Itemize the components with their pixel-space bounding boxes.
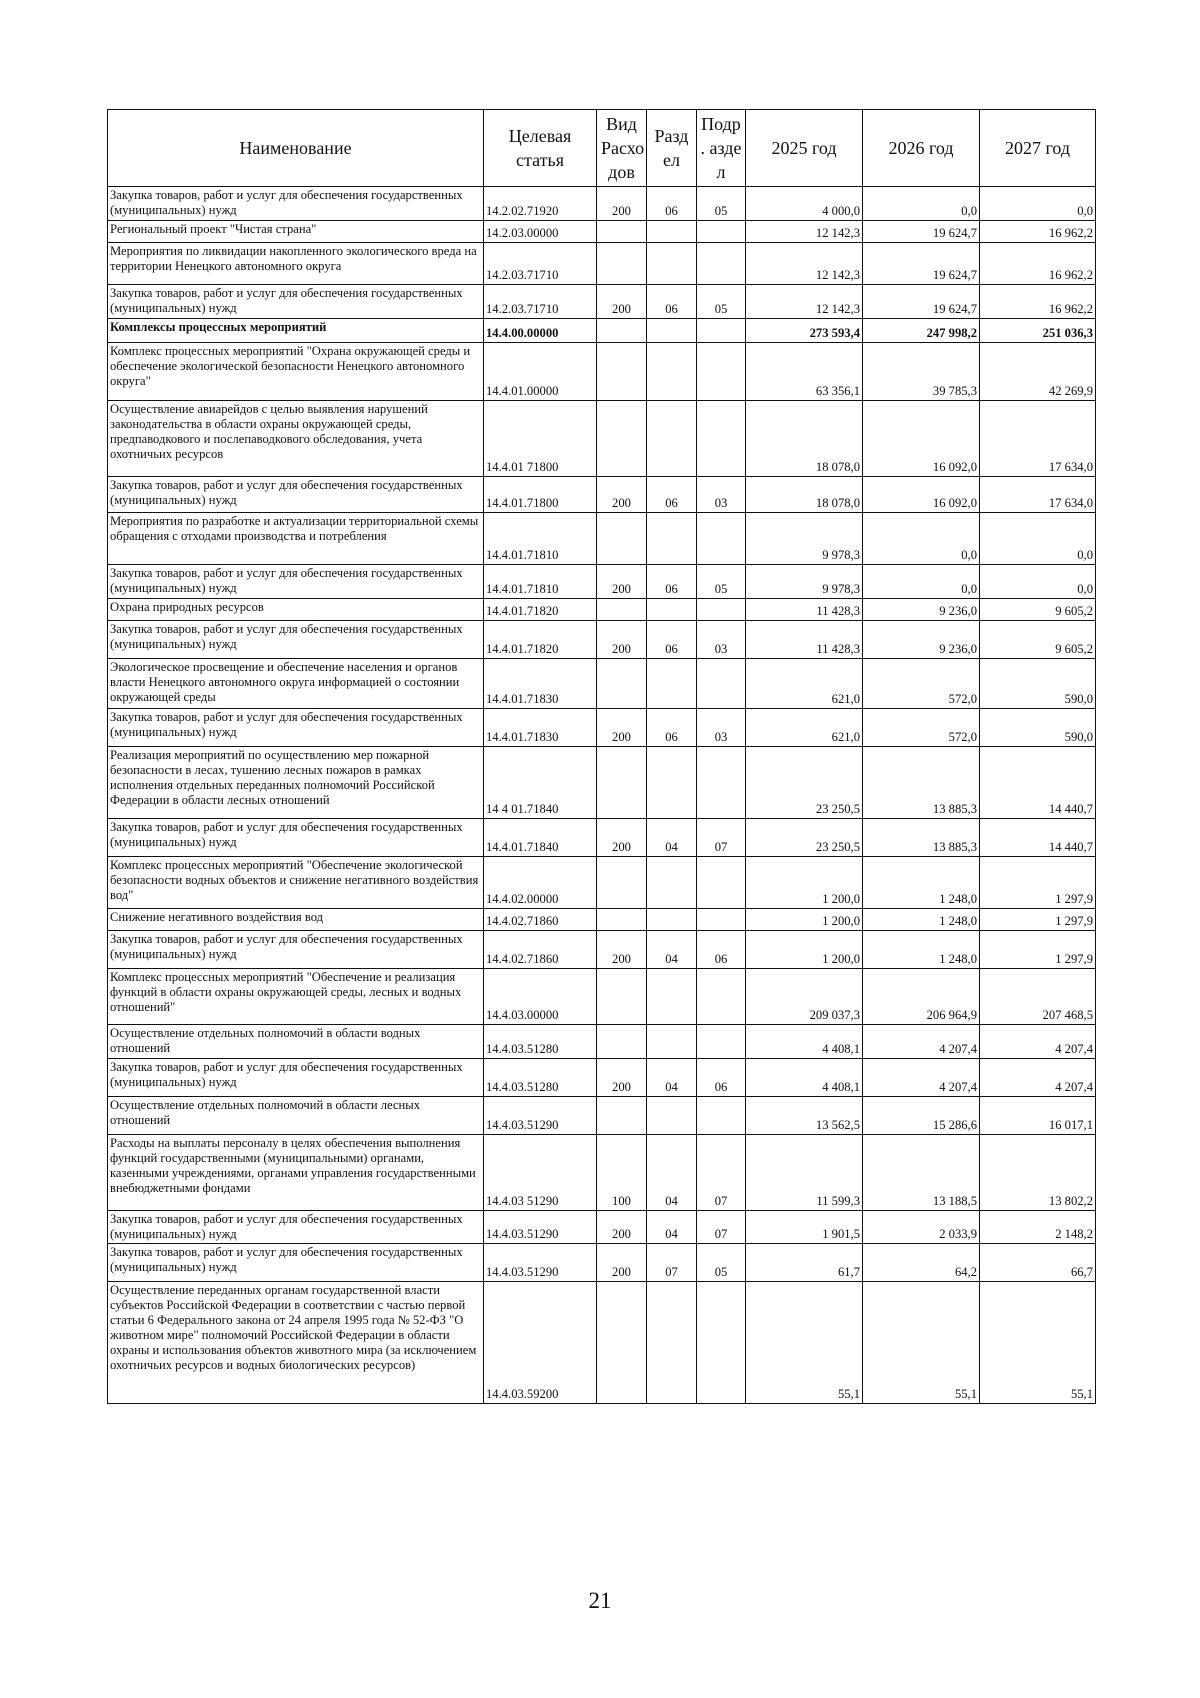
table-row: [108, 1244, 1096, 1282]
row-subsection: 03: [697, 477, 746, 513]
row-name: Мероприятия по разработке и актуализации территориальной схемы обращения с отходами производства и потребления: [108, 513, 484, 565]
table-row: [108, 221, 1096, 243]
table-row: [108, 319, 1096, 343]
row-subsection: [697, 969, 746, 1025]
row-value-2026: 0,0: [863, 513, 980, 565]
row-section: [647, 909, 697, 931]
row-value-2025: 1 200,0: [746, 857, 863, 909]
row-section: [647, 343, 697, 401]
row-expense-type: 200: [597, 1059, 647, 1097]
row-name: Мероприятия по ликвидации накопленного экологического вреда на территории Ненецкого автономного округа: [108, 243, 484, 285]
row-value-2025: 12 142,3: [746, 221, 863, 243]
row-target-code: 14.4.01.71800: [484, 477, 597, 513]
row-value-2026: 15 286,6: [863, 1097, 980, 1135]
row-name: Осуществление отдельных полномочий в области водных отношений: [108, 1025, 484, 1059]
row-name: Закупка товаров, работ и услуг для обеспечения государственных (муниципальных) нужд: [108, 565, 484, 599]
row-value-2027: 14 440,7: [980, 747, 1096, 819]
row-value-2025: 11 428,3: [746, 621, 863, 659]
table-row: [108, 1097, 1096, 1135]
row-section: 06: [647, 621, 697, 659]
row-value-2027: 0,0: [980, 565, 1096, 599]
row-value-2025: 23 250,5: [746, 819, 863, 857]
row-subsection: 07: [697, 1211, 746, 1244]
row-value-2026: 247 998,2: [863, 319, 980, 343]
row-expense-type: [597, 243, 647, 285]
row-section: 06: [647, 565, 697, 599]
row-value-2025: 12 142,3: [746, 243, 863, 285]
row-expense-type: [597, 1097, 647, 1135]
row-value-2027: 4 207,4: [980, 1059, 1096, 1097]
row-value-2026: 1 248,0: [863, 931, 980, 969]
row-name: Закупка товаров, работ и услуг для обеспечения государственных (муниципальных) нужд: [108, 621, 484, 659]
row-section: 06: [647, 477, 697, 513]
row-expense-type: [597, 343, 647, 401]
row-value-2027: 2 148,2: [980, 1211, 1096, 1244]
row-target-code: 14.4.01 71800: [484, 401, 597, 477]
row-value-2026: 572,0: [863, 709, 980, 747]
row-section: [647, 1282, 697, 1404]
row-section: [647, 969, 697, 1025]
row-value-2025: 18 078,0: [746, 477, 863, 513]
row-value-2027: 66,7: [980, 1244, 1096, 1282]
row-subsection: [697, 243, 746, 285]
budget-table: [107, 109, 1096, 1404]
row-value-2026: 13 188,5: [863, 1135, 980, 1211]
row-subsection: [697, 401, 746, 477]
table-row: [108, 513, 1096, 565]
row-value-2027: 16 017,1: [980, 1097, 1096, 1135]
row-target-code: 14.4.03.59200: [484, 1282, 597, 1404]
row-target-code: 14.2.02.71920: [484, 187, 597, 221]
table-row: [108, 909, 1096, 931]
header-2026: 2026 год: [863, 110, 980, 187]
row-subsection: [697, 1282, 746, 1404]
row-value-2027: 207 468,5: [980, 969, 1096, 1025]
table-row: [108, 857, 1096, 909]
row-value-2026: 13 885,3: [863, 819, 980, 857]
row-value-2027: 9 605,2: [980, 621, 1096, 659]
row-subsection: 03: [697, 709, 746, 747]
row-value-2026: 4 207,4: [863, 1025, 980, 1059]
row-value-2026: 206 964,9: [863, 969, 980, 1025]
row-section: 04: [647, 1059, 697, 1097]
row-expense-type: [597, 319, 647, 343]
row-value-2027: 0,0: [980, 187, 1096, 221]
row-section: [647, 599, 697, 621]
row-value-2027: 16 962,2: [980, 285, 1096, 319]
row-value-2027: 1 297,9: [980, 857, 1096, 909]
row-value-2026: 13 885,3: [863, 747, 980, 819]
row-value-2025: 61,7: [746, 1244, 863, 1282]
row-target-code: 14.4.03.51290: [484, 1244, 597, 1282]
row-subsection: 06: [697, 931, 746, 969]
table-row: [108, 1282, 1096, 1404]
row-name: Комплексы процессных мероприятий: [108, 319, 484, 343]
table-row: [108, 565, 1096, 599]
row-name: Закупка товаров, работ и услуг для обеспечения государственных (муниципальных) нужд: [108, 1059, 484, 1097]
header-target: Целевая статья: [484, 110, 597, 187]
table-row: [108, 285, 1096, 319]
table-row: [108, 401, 1096, 477]
row-target-code: 14.4.01.71830: [484, 709, 597, 747]
row-value-2025: 23 250,5: [746, 747, 863, 819]
row-value-2027: 9 605,2: [980, 599, 1096, 621]
row-name: Осуществление переданных органам государственной власти субъектов Российской Федерации в соответствии с частью первой статьи 6 Федерального закона от 24 апреля 1995 года № 52-ФЗ "О животном мире" полномочий Российской Федерации в области охраны и использования объектов животного мира (за исключением охотничьих ресурсов и водных биологических ресурсов): [108, 1282, 484, 1404]
row-value-2027: 13 802,2: [980, 1135, 1096, 1211]
row-subsection: 05: [697, 285, 746, 319]
table-row: [108, 243, 1096, 285]
row-subsection: [697, 513, 746, 565]
row-name: Комплекс процессных мероприятий "Обеспечение экологической безопасности водных объектов и снижение негативного воздействия вод": [108, 857, 484, 909]
row-expense-type: [597, 969, 647, 1025]
row-value-2025: 9 978,3: [746, 513, 863, 565]
table-row: [108, 709, 1096, 747]
row-value-2027: 17 634,0: [980, 401, 1096, 477]
table-header-row: [108, 110, 1096, 187]
table-row: [108, 343, 1096, 401]
row-subsection: [697, 909, 746, 931]
row-value-2025: 273 593,4: [746, 319, 863, 343]
table-row: [108, 187, 1096, 221]
row-name: Снижение негативного воздействия вод: [108, 909, 484, 931]
row-subsection: [697, 599, 746, 621]
row-value-2026: 9 236,0: [863, 621, 980, 659]
row-target-code: 14.4.03.51290: [484, 1097, 597, 1135]
row-expense-type: [597, 221, 647, 243]
row-target-code: 14.4.00.00000: [484, 319, 597, 343]
header-2025: 2025 год: [746, 110, 863, 187]
row-value-2025: 209 037,3: [746, 969, 863, 1025]
row-target-code: 14.2.03.00000: [484, 221, 597, 243]
row-section: 06: [647, 187, 697, 221]
row-value-2025: 1 901,5: [746, 1211, 863, 1244]
row-value-2027: 4 207,4: [980, 1025, 1096, 1059]
row-name: Закупка товаров, работ и услуг для обеспечения государственных (муниципальных) нужд: [108, 477, 484, 513]
row-name: Закупка товаров, работ и услуг для обеспечения государственных (муниципальных) нужд: [108, 931, 484, 969]
row-subsection: 05: [697, 1244, 746, 1282]
row-value-2027: 55,1: [980, 1282, 1096, 1404]
row-target-code: 14.4.02.71860: [484, 909, 597, 931]
row-value-2027: 251 036,3: [980, 319, 1096, 343]
row-expense-type: [597, 513, 647, 565]
row-target-code: 14.4.02.71860: [484, 931, 597, 969]
row-subsection: [697, 659, 746, 709]
row-section: 04: [647, 819, 697, 857]
table-row: [108, 819, 1096, 857]
row-target-code: 14.4.03 51290: [484, 1135, 597, 1211]
row-value-2027: 590,0: [980, 659, 1096, 709]
row-expense-type: 100: [597, 1135, 647, 1211]
row-value-2025: 621,0: [746, 709, 863, 747]
row-expense-type: [597, 747, 647, 819]
row-value-2027: 16 962,2: [980, 221, 1096, 243]
table-row: [108, 621, 1096, 659]
row-value-2025: 1 200,0: [746, 931, 863, 969]
row-name: Расходы на выплаты персоналу в целях обеспечения выполнения функций государственными (муниципальными) органами, казенными учреждениями, органами управления государственными внебюджетными фондами: [108, 1135, 484, 1211]
row-section: [647, 319, 697, 343]
row-name: Закупка товаров, работ и услуг для обеспечения государственных (муниципальных) нужд: [108, 1244, 484, 1282]
row-target-code: 14.4.01.71820: [484, 621, 597, 659]
row-subsection: 03: [697, 621, 746, 659]
row-name: Закупка товаров, работ и услуг для обеспечения государственных (муниципальных) нужд: [108, 285, 484, 319]
row-value-2025: 11 428,3: [746, 599, 863, 621]
row-target-code: 14.4.01.71830: [484, 659, 597, 709]
row-name: Закупка товаров, работ и услуг для обеспечения государственных (муниципальных) нужд: [108, 187, 484, 221]
row-name: Реализация мероприятий по осуществлению мер пожарной безопасности в лесах, тушению лесных пожаров в рамках исполнения отдельных переданных полномочий Российской Федерации в области лесных отношений: [108, 747, 484, 819]
page-number: 21: [588, 1588, 612, 1613]
row-target-code: 14.4.03.51290: [484, 1211, 597, 1244]
row-target-code: 14.4.01.71840: [484, 819, 597, 857]
row-section: [647, 1025, 697, 1059]
row-expense-type: 200: [597, 1211, 647, 1244]
row-value-2027: 42 269,9: [980, 343, 1096, 401]
table-row: [108, 1059, 1096, 1097]
row-value-2027: 16 962,2: [980, 243, 1096, 285]
row-expense-type: [597, 1282, 647, 1404]
row-value-2025: 12 142,3: [746, 285, 863, 319]
row-subsection: 07: [697, 819, 746, 857]
row-value-2025: 4 000,0: [746, 187, 863, 221]
header-2027: 2027 год: [980, 110, 1096, 187]
row-value-2026: 16 092,0: [863, 401, 980, 477]
row-value-2026: 572,0: [863, 659, 980, 709]
table-row: [108, 659, 1096, 709]
row-name: Комплекс процессных мероприятий "Обеспечение и реализация функций в области охраны окружающей среды, лесных и водных отношений": [108, 969, 484, 1025]
row-value-2026: 0,0: [863, 565, 980, 599]
row-value-2026: 64,2: [863, 1244, 980, 1282]
row-value-2026: 9 236,0: [863, 599, 980, 621]
row-value-2025: 55,1: [746, 1282, 863, 1404]
row-value-2026: 19 624,7: [863, 285, 980, 319]
row-name: Комплекс процессных мероприятий "Охрана окружающей среды и обеспечение экологической безопасности Ненецкого автономного округа": [108, 343, 484, 401]
row-subsection: [697, 221, 746, 243]
row-expense-type: [597, 659, 647, 709]
header-subsection: Подр . азде л: [697, 110, 746, 187]
row-expense-type: 200: [597, 285, 647, 319]
row-value-2026: 0,0: [863, 187, 980, 221]
table-row: [108, 747, 1096, 819]
row-section: 04: [647, 931, 697, 969]
row-value-2027: 0,0: [980, 513, 1096, 565]
row-value-2025: 4 408,1: [746, 1025, 863, 1059]
row-value-2025: 18 078,0: [746, 401, 863, 477]
row-expense-type: [597, 857, 647, 909]
row-section: [647, 747, 697, 819]
row-section: 04: [647, 1135, 697, 1211]
row-value-2027: 1 297,9: [980, 931, 1096, 969]
row-target-code: 14.4.02.00000: [484, 857, 597, 909]
row-value-2025: 4 408,1: [746, 1059, 863, 1097]
row-name: Экологическое просвещение и обеспечение населения и органов власти Ненецкого автономного округа информацией о состоянии окружающей среды: [108, 659, 484, 709]
row-section: [647, 221, 697, 243]
row-name: Закупка товаров, работ и услуг для обеспечения государственных (муниципальных) нужд: [108, 709, 484, 747]
row-value-2026: 1 248,0: [863, 857, 980, 909]
row-expense-type: 200: [597, 187, 647, 221]
row-expense-type: 200: [597, 565, 647, 599]
row-expense-type: 200: [597, 477, 647, 513]
row-value-2026: 4 207,4: [863, 1059, 980, 1097]
row-expense-type: [597, 1025, 647, 1059]
header-name: Наименование: [108, 110, 484, 187]
row-target-code: 14.2.03.71710: [484, 243, 597, 285]
row-value-2026: 39 785,3: [863, 343, 980, 401]
row-subsection: 07: [697, 1135, 746, 1211]
row-name: Закупка товаров, работ и услуг для обеспечения государственных (муниципальных) нужд: [108, 819, 484, 857]
row-subsection: [697, 343, 746, 401]
row-value-2026: 16 092,0: [863, 477, 980, 513]
row-value-2026: 1 248,0: [863, 909, 980, 931]
table-row: [108, 1135, 1096, 1211]
row-section: 07: [647, 1244, 697, 1282]
row-name: Региональный проект "Чистая страна": [108, 221, 484, 243]
row-expense-type: [597, 599, 647, 621]
row-target-code: 14.2.03.71710: [484, 285, 597, 319]
row-section: [647, 857, 697, 909]
row-expense-type: 200: [597, 1244, 647, 1282]
row-target-code: 14.4.03.51280: [484, 1025, 597, 1059]
row-name: Охрана природных ресурсов: [108, 599, 484, 621]
row-subsection: [697, 857, 746, 909]
row-section: [647, 1097, 697, 1135]
row-value-2025: 63 356,1: [746, 343, 863, 401]
table-body: [108, 187, 1096, 1404]
row-subsection: [697, 319, 746, 343]
row-subsection: 06: [697, 1059, 746, 1097]
row-expense-type: 200: [597, 819, 647, 857]
row-section: 04: [647, 1211, 697, 1244]
row-section: [647, 659, 697, 709]
row-value-2027: 590,0: [980, 709, 1096, 747]
row-name: Закупка товаров, работ и услуг для обеспечения государственных (муниципальных) нужд: [108, 1211, 484, 1244]
row-target-code: 14.4.01.00000: [484, 343, 597, 401]
row-name: Осуществление отдельных полномочий в области лесных отношений: [108, 1097, 484, 1135]
row-target-code: 14 4 01.71840: [484, 747, 597, 819]
row-value-2026: 2 033,9: [863, 1211, 980, 1244]
row-expense-type: 200: [597, 621, 647, 659]
table-row: [108, 477, 1096, 513]
row-subsection: 05: [697, 565, 746, 599]
row-value-2027: 14 440,7: [980, 819, 1096, 857]
table-row: [108, 1025, 1096, 1059]
row-target-code: 14.4.03.00000: [484, 969, 597, 1025]
table-row: [108, 931, 1096, 969]
header-type: Вид Расхо дов: [597, 110, 647, 187]
table-row: [108, 599, 1096, 621]
row-value-2025: 13 562,5: [746, 1097, 863, 1135]
row-target-code: 14.4.01.71810: [484, 565, 597, 599]
table-row: [108, 969, 1096, 1025]
row-section: 06: [647, 709, 697, 747]
row-value-2025: 621,0: [746, 659, 863, 709]
row-section: [647, 401, 697, 477]
row-subsection: [697, 747, 746, 819]
row-value-2026: 19 624,7: [863, 243, 980, 285]
row-expense-type: [597, 909, 647, 931]
row-section: [647, 513, 697, 565]
row-value-2025: 11 599,3: [746, 1135, 863, 1211]
row-name: Осуществление авиарейдов с целью выявления нарушений законодательства в области охраны окружающей среды, предпаводкового и послепаводкового обследования, учета охотничьих ресурсов: [108, 401, 484, 477]
row-value-2027: 1 297,9: [980, 909, 1096, 931]
row-value-2026: 19 624,7: [863, 221, 980, 243]
row-expense-type: 200: [597, 931, 647, 969]
row-value-2025: 1 200,0: [746, 909, 863, 931]
header-section: Разд ел: [647, 110, 697, 187]
row-value-2025: 9 978,3: [746, 565, 863, 599]
row-subsection: 05: [697, 187, 746, 221]
row-subsection: [697, 1097, 746, 1135]
row-target-code: 14.4.01.71820: [484, 599, 597, 621]
row-target-code: 14.4.03.51280: [484, 1059, 597, 1097]
row-section: 06: [647, 285, 697, 319]
table-row: [108, 1211, 1096, 1244]
row-subsection: [697, 1025, 746, 1059]
row-expense-type: [597, 401, 647, 477]
row-value-2026: 55,1: [863, 1282, 980, 1404]
row-value-2027: 17 634,0: [980, 477, 1096, 513]
row-expense-type: 200: [597, 709, 647, 747]
row-section: [647, 243, 697, 285]
row-target-code: 14.4.01.71810: [484, 513, 597, 565]
